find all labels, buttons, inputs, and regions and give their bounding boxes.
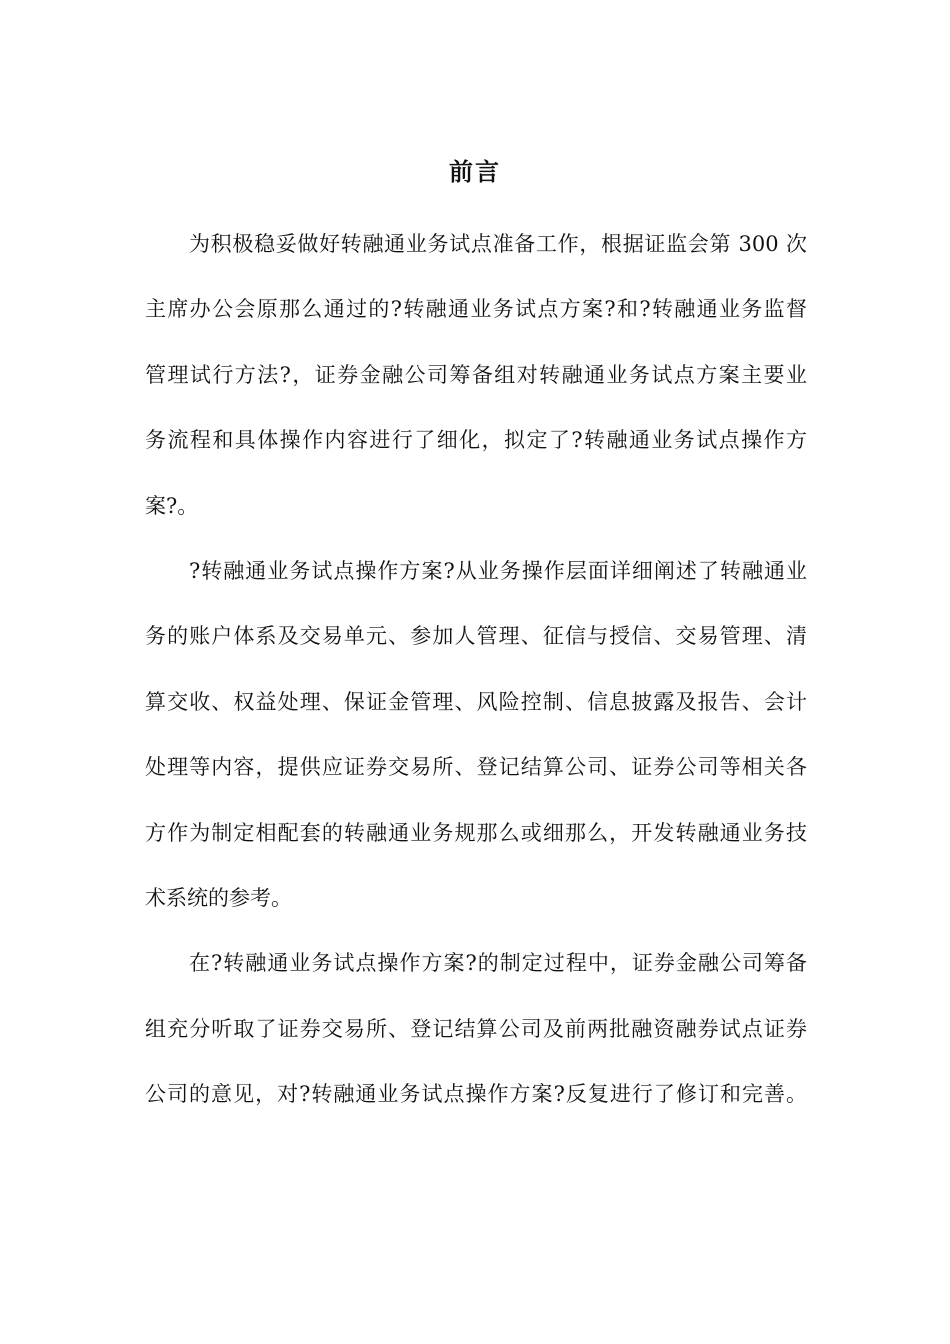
paragraph-line: 术系统的参考。 xyxy=(145,885,292,910)
paragraph-1 xyxy=(145,212,807,539)
paragraph-line: 主席办公会原那么通过的?转融通业务试点方案?和?转融通业务监督 xyxy=(145,297,807,322)
paragraph-line: 算交收、权益处理、保证金管理、风险控制、信息披露及报告、会计 xyxy=(145,689,807,714)
paragraph-line: 在?转融通业务试点操作方案?的制定过程中，证券金融公司筹备 xyxy=(189,951,807,976)
paragraph-line: 组充分听取了证券交易所、登记结算公司及前两批融资融券试点证券 xyxy=(145,1016,807,1041)
paragraph-line: 处理等内容，提供应证券交易所、登记结算公司、证券公司等相关各 xyxy=(145,755,807,780)
paragraph-line: 务的账户体系及交易单元、参加人管理、征信与授信、交易管理、清 xyxy=(145,624,807,649)
page-title: 前言 xyxy=(449,157,501,186)
paragraph-line: 公司的意见，对?转融通业务试点操作方案?反复进行了修订和完善。 xyxy=(145,1082,807,1107)
paragraph-line: 为积极稳妥做好转融通业务试点准备工作，根据证监会第 300 次 xyxy=(189,232,807,256)
paragraph-line: 管理试行方法?，证券金融公司筹备组对转融通业务试点方案主要业 xyxy=(145,362,807,387)
paragraph-line: ?转融通业务试点操作方案?从业务操作层面详细阐述了转融通业 xyxy=(189,558,807,583)
paragraph-2 xyxy=(145,539,807,931)
paragraph-line: 案?。 xyxy=(145,493,199,518)
paragraph-line: 务流程和具体操作内容进行了细化，拟定了?转融通业务试点操作方 xyxy=(145,428,807,453)
paragraph-3 xyxy=(145,931,807,1127)
paragraph-line: 方作为制定相配套的转融通业务规那么或细那么，开发转融通业务技 xyxy=(145,820,807,845)
body-text xyxy=(145,212,807,1127)
